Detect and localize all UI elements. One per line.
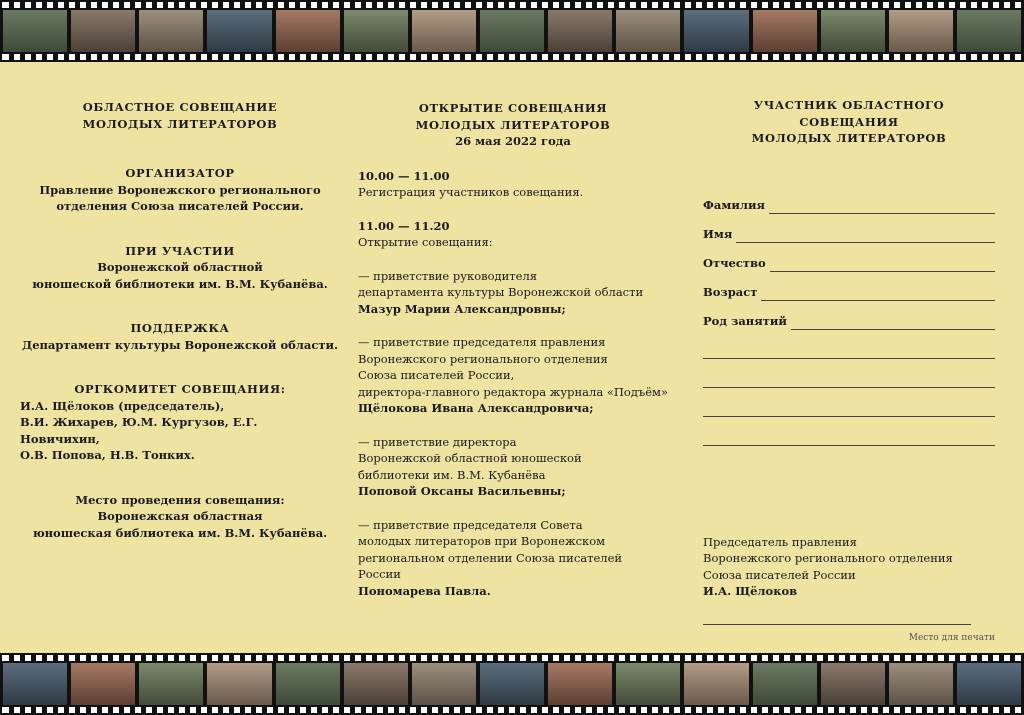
- right-title-line2: МОЛОДЫХ ЛИТЕРАТОРОВ: [751, 131, 947, 145]
- photo-frame: [139, 10, 203, 52]
- photo-frame: [821, 663, 885, 705]
- photo-frame: [207, 10, 271, 52]
- photo-frame: [480, 663, 544, 705]
- photo-frame: [684, 10, 748, 52]
- slot1-time: 10.00 — 11.00: [358, 168, 450, 183]
- photo-frame: [957, 663, 1021, 705]
- greeting3-name: Поповой Оксаны Васильевны;: [358, 484, 566, 498]
- right-column: [703, 62, 995, 653]
- photo-frame: [276, 10, 340, 52]
- greeting3-line: библиотеки им. В.М. Кубанёва: [358, 467, 546, 482]
- middle-title-line1: ОТКРЫТИЕ СОВЕЩАНИЯ: [418, 101, 608, 115]
- photo-frame: [480, 10, 544, 52]
- greeting2-name: Щёлокова Ивана Александровича;: [358, 401, 594, 415]
- slot2-time: 11.00 — 11.20: [358, 218, 450, 233]
- blank-line[interactable]: [703, 388, 995, 417]
- blank-line[interactable]: [703, 417, 995, 446]
- organizer-text: отделения Союза писателей России.: [56, 199, 304, 213]
- committee-text: В.И. Жихарев, Ю.М. Кургузов, Е.Г. Новичихин,: [20, 415, 258, 446]
- occupation-field[interactable]: [703, 301, 995, 330]
- seal-label: Место для печати: [908, 632, 995, 643]
- photo-frame: [3, 10, 67, 52]
- photo-frame: [684, 663, 748, 705]
- venue-text: Воронежская областная: [97, 509, 263, 523]
- patronymic-field[interactable]: [703, 243, 995, 272]
- film-perforations-top: [0, 2, 1024, 8]
- middle-column: [358, 62, 668, 653]
- photo-frame: [276, 663, 340, 705]
- photo-frame: [821, 10, 885, 52]
- photo-frame: [616, 10, 680, 52]
- participation-text: Воронежской областной: [97, 260, 263, 274]
- seal-line: [703, 624, 971, 625]
- support-heading: ПОДДЕРЖКА: [130, 321, 230, 335]
- greeting2-line: — приветствие председателя правления: [358, 335, 606, 349]
- photo-frame: [412, 10, 476, 52]
- greeting1-name: Мазур Марии Александровны;: [358, 301, 566, 316]
- signer-line: Председатель правления: [703, 534, 857, 549]
- photo-frame: [548, 10, 612, 52]
- greeting4-line: — приветствие председателя Совета: [358, 517, 583, 532]
- occupation-label: Род занятий: [703, 314, 787, 328]
- photo-frame: [753, 663, 817, 705]
- greeting2-line: Воронежского регионального отделения: [358, 351, 608, 366]
- left-title-line2: МОЛОДЫХ ЛИТЕРАТОРОВ: [82, 116, 278, 131]
- greeting2-line: директора-главного редактора журнала «Подъём»: [358, 384, 669, 399]
- signer-name: И.А. Щёлоков: [703, 584, 798, 598]
- film-perforations-top: [0, 655, 1024, 661]
- blank-line[interactable]: [703, 330, 995, 359]
- photo-frame: [889, 10, 953, 52]
- signer-line: Союза писателей России: [703, 567, 856, 582]
- name-label: Имя: [703, 227, 733, 241]
- photo-frame: [344, 10, 408, 52]
- greeting3-line: Воронежской областной юношеской: [358, 451, 582, 465]
- greeting4-name: Пономарева Павла.: [358, 583, 491, 598]
- slot1-text: Регистрация участников совещания.: [358, 185, 584, 199]
- patronymic-label: Отчество: [703, 256, 766, 270]
- photo-frame: [344, 663, 408, 705]
- committee-text: И.А. Щёлоков (председатель),: [20, 398, 225, 413]
- film-perforations-bottom: [0, 707, 1024, 713]
- organizer-heading: ОРГАНИЗАТОР: [125, 166, 235, 180]
- photo-frame: [753, 10, 817, 52]
- photo-frame: [889, 663, 953, 705]
- greeting1-line: — приветствие руководителя: [358, 268, 538, 283]
- photo-frame: [139, 663, 203, 705]
- middle-date: 26 мая 2022 года: [455, 134, 571, 148]
- name-line[interactable]: [736, 229, 995, 243]
- committee-heading: ОРГКОМИТЕТ СОВЕЩАНИЯ:: [74, 382, 286, 396]
- venue-text: юношеская библиотека им. В.М. Кубанёва.: [32, 525, 328, 540]
- patronymic-line[interactable]: [770, 258, 995, 272]
- greeting1-line: департамента культуры Воронежской области: [358, 285, 644, 299]
- committee-text: О.В. Попова, Н.В. Тонких.: [20, 448, 195, 462]
- occupation-line[interactable]: [791, 316, 995, 330]
- bottom-film-strip: [0, 653, 1024, 715]
- photo-frame: [548, 663, 612, 705]
- photo-frame: [71, 10, 135, 52]
- middle-title-line2: МОЛОДЫХ ЛИТЕРАТОРОВ: [415, 117, 611, 132]
- surname-line[interactable]: [769, 200, 995, 214]
- greeting2-line: Союза писателей России,: [358, 368, 515, 382]
- greeting4-line: региональном отделении Союза писателей России: [358, 550, 623, 581]
- film-perforations-bottom: [0, 54, 1024, 60]
- left-column: [20, 62, 340, 653]
- photo-frames-bottom: [0, 663, 1024, 705]
- greeting4-line: молодых литераторов при Воронежском: [358, 534, 606, 548]
- support-text: Департамент культуры Воронежской области.: [21, 337, 339, 352]
- greeting3-line: — приветствие директора: [358, 434, 517, 449]
- organizer-text: Правление Воронежского регионального: [39, 182, 321, 197]
- right-title-line1: УЧАСТНИК ОБЛАСТНОГО СОВЕЩАНИЯ: [753, 98, 945, 129]
- name-field[interactable]: [703, 214, 995, 243]
- blank-line[interactable]: [703, 359, 995, 388]
- surname-label: Фамилия: [703, 198, 766, 212]
- photo-frame: [957, 10, 1021, 52]
- participation-text: юношеской библиотеки им. В.М. Кубанёва.: [32, 276, 328, 291]
- slot2-text: Открытие совещания:: [358, 235, 493, 249]
- left-title-line1: ОБЛАСТНОЕ СОВЕЩАНИЕ: [82, 100, 278, 114]
- signer-line: Воронежского регионального отделения: [703, 551, 953, 565]
- participation-heading: ПРИ УЧАСТИИ: [125, 243, 235, 258]
- age-line[interactable]: [761, 287, 995, 301]
- photo-frames-top: [0, 10, 1024, 52]
- photo-frame: [207, 663, 271, 705]
- venue-heading: Место проведения совещания:: [75, 492, 285, 507]
- surname-field[interactable]: [703, 185, 995, 214]
- age-label: Возраст: [703, 285, 758, 299]
- photo-frame: [616, 663, 680, 705]
- top-film-strip: [0, 0, 1024, 62]
- age-field[interactable]: [703, 272, 995, 301]
- photo-frame: [71, 663, 135, 705]
- photo-frame: [3, 663, 67, 705]
- photo-frame: [412, 663, 476, 705]
